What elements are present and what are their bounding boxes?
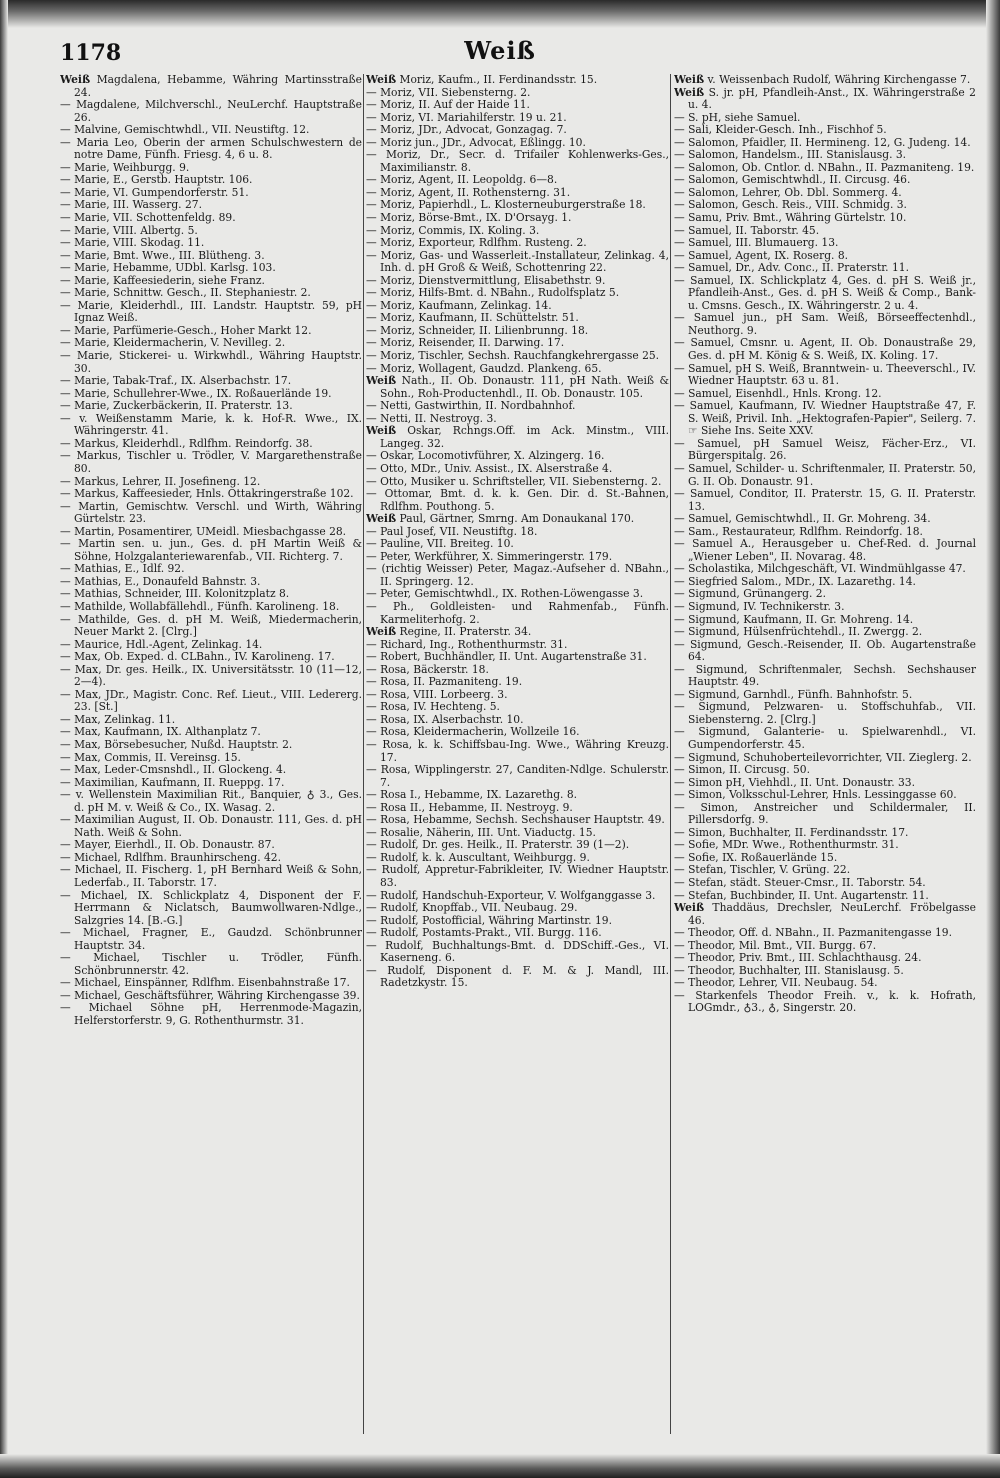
directory-entry: — Salomon, Lehrer, Ob. Dbl. Sommerg. 4. xyxy=(674,185,902,199)
directory-entry: Weiß Paul, Gärtner, Smrng. Am Donaukanal 170. xyxy=(366,512,635,526)
directory-entry: — Theodor, Off. d. NBahn., II. Pazmanitengasse 19. xyxy=(674,926,952,940)
directory-entry: — Richard, Ing., Rothenthurmstr. 31. xyxy=(366,637,568,651)
directory-entry: — Moriz, Schneider, II. Lilienbrunng. 18. xyxy=(366,323,589,337)
directory-entry: — Marie, Weihburgg. 9. xyxy=(60,160,190,174)
directory-entry: — Maximilian, Kaufmann, II. Rueppg. 17. xyxy=(60,775,285,789)
directory-entry: — Rudolf, Dr. ges. Heilk., II. Praterstr. 39 (1—2). xyxy=(366,838,630,852)
column-divider xyxy=(670,74,671,1434)
directory-entry: — Ph., Goldleisten- und Rahmenfab., Fünfh. Karmeliterhofg. 2. xyxy=(366,599,669,626)
surname-heading: Weiß xyxy=(366,374,397,388)
directory-entry: — Max, Kaufmann, IX. Althanplatz 7. xyxy=(60,725,261,739)
running-head: Weiß xyxy=(464,36,536,65)
directory-entry: — Samuel, pH Samuel Weisz, Fächer-Erz., VI. Bürgerspitalg. 26. xyxy=(674,436,976,463)
directory-entry: — Salomon, Handelsm., III. Stanislausg. 3. xyxy=(674,148,907,162)
directory-entry: — Michael, Geschäftsführer, Währing Kirchengasse 39. xyxy=(60,988,360,1002)
directory-entry: — Rosa, k. k. Schiffsbau-Ing. Wwe., Währing Kreuzg. 17. xyxy=(366,737,669,764)
directory-entry: — Ottomar, Bmt. d. k. k. Gen. Dir. d. St.-Bahnen, Rdlfhm. Pouthong. 5. xyxy=(366,487,669,513)
directory-entry: — Sali, Kleider-Gesch. Inh., Fischhof 5. xyxy=(674,123,887,137)
directory-entry: — Maximilian August, II. Ob. Donaustr. 111, Ges. d. pH Nath. Weiß & Sohn. xyxy=(60,813,362,839)
directory-entry: — Sofie, IX. Roßauerlände 15. xyxy=(674,850,838,864)
directory-entry: — Moriz, Commis, IX. Koling. 3. xyxy=(366,223,540,237)
directory-entry: — Marie, Kleidermacherin, V. Nevilleg. 2. xyxy=(60,336,286,350)
directory-entry: — Sigmund, Grünangerg. 2. xyxy=(674,587,826,601)
directory-entry: — Sigmund, IV. Technikerstr. 3. xyxy=(674,599,845,613)
directory-entry: — Samuel, Agent, IX. Roserg. 8. xyxy=(674,248,849,262)
directory-entry: — Mathias, E., Donaufeld Bahnstr. 3. xyxy=(60,574,261,588)
directory-entry: — Malvine, Gemischtwhdl., VII. Neustiftg. 12. xyxy=(60,123,310,137)
directory-entry: — Mathias, Schneider, III. Kolonitzplatz 8. xyxy=(60,587,290,601)
directory-entry: — Moriz, Tischler, Sechsh. Rauchfangkehrergasse 25. xyxy=(366,349,660,363)
surname-heading: Weiß xyxy=(60,74,91,86)
directory-entry: — Rudolf, Appretur-Fabrikleiter, IV. Wiedner Hauptstr. 83. xyxy=(366,863,669,889)
directory-entry: — Maria Leo, Oberin der armen Schulschwestern de notre Dame, Fünfh. Friesg. 4, 6 u. 8. xyxy=(60,135,362,162)
directory-entry: — Simon, II. Circusg. 50. xyxy=(674,763,810,777)
directory-entry: — Michael, Tischler u. Trödler, Fünfh. Schönbrunnerstr. 42. xyxy=(60,951,362,977)
directory-entry: — Moriz, Reisender, II. Darwing. 17. xyxy=(366,336,565,350)
directory-entry: — Marie, Schullehrer-Wwe., IX. Roßauerlände 19. xyxy=(60,386,332,400)
directory-entry: — Samuel, Cmsnr. u. Agent, II. Ob. Donaustraße 29, Ges. d. pH M. König & S. Weiß, IX. Koling. 17. xyxy=(674,336,976,363)
directory-entry: — Sigmund, Galanterie- u. Spielwarenhdl., VI. Gumpendorferstr. 45. xyxy=(674,725,976,751)
directory-entry: — Moriz, Agent, II. Leopoldg. 6—8. xyxy=(366,173,558,187)
directory-entry: — Samuel, Kaufmann, IV. Wiedner Hauptstraße 47, F. S. Weiß, Privil. Inh. „Hektografen-Papier", Seilerg. 7. ☞ Siehe Ins. Seite XXV. xyxy=(674,399,976,438)
directory-entry: — Markus, Kaffeesieder, Hnls. Ottakringerstraße 102. xyxy=(60,487,354,501)
directory-entry: Weiß Thaddäus, Drechsler, NeuLerchf. Fröbelgasse 46. xyxy=(674,901,976,927)
directory-entry: — Simon, Buchhalter, II. Ferdinandsstr. 17. xyxy=(674,825,909,839)
directory-entry: — Max, Leder-Cmsnshdl., II. Glockeng. 4. xyxy=(60,763,287,777)
directory-entry: — Rosa, IV. Hechteng. 5. xyxy=(366,700,500,714)
directory-entry: — Rosa, VIII. Lorbeerg. 3. xyxy=(366,687,508,701)
surname-heading: Weiß xyxy=(674,901,705,915)
directory-entry: — Oskar, Locomotivführer, X. Alzingerg. 16. xyxy=(366,449,605,463)
directory-entry: — Samuel, Conditor, II. Praterstr. 15, G. II. Praterstr. 13. xyxy=(674,487,976,513)
directory-entry: — Rudolf, Handschuh-Exporteur, V. Wolfganggasse 3. xyxy=(366,888,656,902)
directory-entry: — Martin, Posamentirer, UMeidl. Miesbachgasse 28. xyxy=(60,524,347,538)
surname-heading: Weiß xyxy=(366,424,397,438)
directory-entry: — Otto, MDr., Univ. Assist., IX. Alserstraße 4. xyxy=(366,461,613,475)
directory-entry: — Scholastika, Milchgeschäft, VI. Windmühlgasse 47. xyxy=(674,562,966,576)
directory-entry: — v. Weißenstamm Marie, k. k. Hof-R. Wwe., IX. Währingerstr. 41. xyxy=(60,411,362,438)
directory-entry: — Samu, Priv. Bmt., Währing Gürtelstr. 10. xyxy=(674,211,907,225)
directory-entry: — Rudolf, Knopffab., VII. Neubaug. 29. xyxy=(366,901,578,915)
directory-entry: — Moriz, Dienstvermittlung, Elisabethstr. 9. xyxy=(366,273,606,287)
directory-entry: — Mayer, Eierhdl., II. Ob. Donaustr. 87. xyxy=(60,838,275,852)
directory-entry: — Markus, Kleiderhdl., Rdlfhm. Reindorfg. 38. xyxy=(60,436,313,450)
directory-entry: — Mathias, E., Idlf. 92. xyxy=(60,562,185,576)
directory-entry: — Moriz, Wollagent, Gaudzd. Plankeng. 65. xyxy=(366,361,602,375)
directory-entry: — Samuel jun., pH Sam. Weiß, Börseeffectenhdl., Neuthorg. 9. xyxy=(674,311,976,337)
directory-entry: — Rosa I., Hebamme, IX. Lazarethg. 8. xyxy=(366,788,578,802)
page-edge-shadow-top xyxy=(0,0,1000,28)
directory-entry: — Samuel, III. Blumauerg. 13. xyxy=(674,236,839,250)
directory-entry: — Sigmund, Schriftenmaler, Sechsh. Sechshauser Hauptstr. 49. xyxy=(674,662,976,689)
directory-entry: — Rosa II., Hebamme, II. Nestroyg. 9. xyxy=(366,800,573,814)
directory-entry: — Marie, Bmt. Wwe., III. Blütheng. 3. xyxy=(60,248,265,262)
directory-entry: — Salomon, Gesch. Reis., VIII. Schmidg. 3. xyxy=(674,198,907,212)
directory-entry: — Marie, VIII. Skodag. 11. xyxy=(60,236,205,250)
directory-entry: — Moriz, II. Auf der Haide 11. xyxy=(366,98,530,112)
directory-entry: — Marie, Kaffeesiederin, siehe Franz. xyxy=(60,273,265,287)
directory-entry: — Sigmund, Hülsenfrüchtehdl., II. Zwergg. 2. xyxy=(674,625,923,639)
directory-entry: — Rosa, Wipplingerstr. 27, Canditen-Ndlge. Schulerstr. 7. xyxy=(366,763,669,789)
directory-entry: — Samuel, Eisenhdl., Hnls. Krong. 12. xyxy=(674,386,882,400)
page-edge-shadow-bottom xyxy=(0,1454,1000,1478)
page-edge-shadow-right xyxy=(986,0,1000,1478)
directory-entry: — Max, Dr. ges. Heilk., IX. Universitätsstr. 10 (11—12, 2—4). xyxy=(60,662,362,689)
directory-entry: — Samuel, Gemischtwhdl., II. Gr. Mohreng. 34. xyxy=(674,512,931,526)
directory-entry: — Marie, VI. Gumpendorferstr. 51. xyxy=(60,185,249,199)
directory-entry: Weiß Nath., II. Ob. Donaustr. 111, pH Nath. Weiß & Sohn., Roh-Productenhdl., II. Ob. Donaustr. 105. xyxy=(366,374,669,400)
directory-entry: — Max, Ob. Exped. d. CLBahn., IV. Karolineng. 17. xyxy=(60,650,335,664)
directory-entry: — Simon, Volksschul-Lehrer, Hnls. Lessinggasse 60. xyxy=(674,788,957,802)
directory-entry: — Siegfried Salom., MDr., IX. Lazarethg. 14. xyxy=(674,574,916,588)
directory-entry: — Sofie, MDr. Wwe., Rothenthurmstr. 31. xyxy=(674,838,899,852)
directory-entry: — Theodor, Buchhalter, III. Stanislausg. 5. xyxy=(674,963,904,977)
directory-entry: — Rudolf, Buchhaltungs-Bmt. d. DDSchiff.-Ges., VI. Kaserneng. 6. xyxy=(366,938,669,965)
page-number: 1178 xyxy=(60,40,122,66)
directory-entry: — Markus, Lehrer, II. Josefineng. 12. xyxy=(60,474,261,488)
column-divider xyxy=(363,74,364,1434)
directory-entry: — Samuel, IX. Schlickplatz 4, Ges. d. pH S. Weiß jr., Pfandleih-Anst., Ges. d. pH S. Weiß & Comp., Bank- u. Cmsns. Gesch., IX. Währingerstr. 2 u. 4. xyxy=(674,273,976,312)
directory-entry: — Stefan, Tischler, V. Grüng. 22. xyxy=(674,863,851,877)
directory-column-3 xyxy=(674,74,976,1446)
directory-entry: — Moriz jun., JDr., Advocat, Eßlingg. 10. xyxy=(366,135,586,149)
directory-entry: — Marie, VII. Schottenfeldg. 89. xyxy=(60,211,236,225)
directory-entry: Weiß Magdalena, Hebamme, Währing Martinsstraße 24. xyxy=(60,74,362,99)
directory-entry: — Moriz, JDr., Advocat, Gonzagag. 7. xyxy=(366,123,567,137)
directory-entry: — Rudolf, k. k. Auscultant, Weihburgg. 9. xyxy=(366,850,590,864)
directory-entry: Weiß Moriz, Kaufm., II. Ferdinandsstr. 15. xyxy=(366,74,598,86)
directory-entry: — Starkenfels Theodor Freih. v., k. k. Hofrath, LOGmdr., ♁3., ♁, Singerstr. 20. xyxy=(674,988,976,1015)
directory-entry: — Moriz, Kaufmann, Zelinkag. 14. xyxy=(366,298,552,312)
surname-heading: Weiß xyxy=(674,85,705,99)
directory-entry: — Peter, Werkführer, X. Simmeringerstr. 179. xyxy=(366,549,613,563)
directory-entry: — Sigmund, Kaufmann, II. Gr. Mohreng. 14. xyxy=(674,612,914,626)
directory-entry: — Netti, II. Nestroyg. 3. xyxy=(366,411,497,425)
directory-entry: — Rosalie, Näherin, III. Unt. Viaductg. 15. xyxy=(366,825,596,839)
directory-entry: — Salomon, Ob. Cntlor. d. NBahn., II. Pazmaniteng. 19. xyxy=(674,160,975,174)
directory-entry: — Marie, Stickerei- u. Wirkwhdl., Währing Hauptstr. 30. xyxy=(60,349,362,375)
directory-entry: — Rosa, Hebamme, Sechsh. Sechshauser Hauptstr. 49. xyxy=(366,813,665,827)
directory-entry: — Robert, Buchhändler, II. Unt. Augartenstraße 31. xyxy=(366,650,647,664)
surname-heading: Weiß xyxy=(366,74,397,86)
directory-entry: — Marie, Kleiderhdl., III. Landstr. Hauptstr. 59, pH Ignaz Weiß. xyxy=(60,298,362,325)
directory-entry: — Sigmund, Garnhdl., Fünfh. Bahnhofstr. 5. xyxy=(674,687,913,701)
directory-entry: — Sam., Restaurateur, Rdlfhm. Reindorfg. 18. xyxy=(674,524,923,538)
directory-entry: — Martin sen. u. jun., Ges. d. pH Martin Weiß & Söhne, Holzgalanteriewarenfab., VII. Richterg. 7. xyxy=(60,537,362,563)
directory-entry: — Max, JDr., Magistr. Conc. Ref. Lieut., VIII. Ledererg. 23. [St.] xyxy=(60,687,362,714)
directory-entry: — Max, Börsebesucher, Nußd. Hauptstr. 2. xyxy=(60,737,293,751)
directory-entry: — v. Wellenstein Maximilian Rit., Banquier, ♁ 3., Ges. d. pH M. v. Weiß & Co., IX. Wasag. 2. xyxy=(60,788,362,814)
directory-entry: — Michael, Rdlfhm. Braunhirscheng. 42. xyxy=(60,850,282,864)
directory-entry: — Rosa, Bäckerstr. 18. xyxy=(366,662,489,676)
directory-entry: — Max, Commis, II. Vereinsg. 15. xyxy=(60,750,241,764)
directory-entry: — Moriz, Dr., Secr. d. Trifailer Kohlenwerks-Ges., Maximilianstr. 8. xyxy=(366,148,669,174)
directory-entry: — Moriz, Gas- und Wasserleit.-Installateur, Zelinkag. 4, Inh. d. pH Groß & Weiß, Schottenring 22. xyxy=(366,248,669,275)
directory-entry: — Marie, Schnittw. Gesch., II. Stephaniestr. 2. xyxy=(60,286,311,300)
directory-entry: — Simon pH, Viehhdl., II. Unt. Donaustr. 33. xyxy=(674,775,915,789)
directory-entry: — Marie, III. Wasserg. 27. xyxy=(60,198,202,212)
directory-entry: — Paul Josef, VII. Neustiftg. 18. xyxy=(366,524,538,538)
directory-entry: — Rudolf, Postofficial, Währing Martinstr. 19. xyxy=(366,913,612,927)
directory-entry: — Rosa, Kleidermacherin, Wollzeile 16. xyxy=(366,725,580,739)
directory-entry: — Otto, Musiker u. Schriftsteller, VII. Siebensterng. 2. xyxy=(366,474,662,488)
directory-entry: — Salomon, Gemischtwhdl., II. Circusg. 46. xyxy=(674,173,911,187)
directory-entry: — Michael Söhne pH, Herrenmode-Magazin, Helferstorferstr. 9, G. Rothenthurmstr. 31. xyxy=(60,1001,362,1028)
directory-entry: — Sigmund, Schuhoberteilevorrichter, VII. Zieglerg. 2. xyxy=(674,750,972,764)
surname-heading: Weiß xyxy=(674,74,705,86)
directory-entry: — Moriz, Papierhdl., L. Klosterneuburgerstraße 18. xyxy=(366,198,646,212)
directory-entry: Weiß Regine, II. Praterstr. 34. xyxy=(366,625,532,639)
directory-entry: — Moriz, VI. Mariahilferstr. 19 u. 21. xyxy=(366,110,567,124)
directory-entry: — Michael, IX. Schlickplatz 4, Disponent der F. Herrmann & Niclatsch, Baumwollwaren-Ndlge., Salzgries 14. [B.-G.] xyxy=(60,888,362,927)
directory-entry: — Rosa, II. Pazmaniteng. 19. xyxy=(366,675,523,689)
directory-entry: — Stefan, Buchbinder, II. Unt. Augartenstr. 11. xyxy=(674,888,929,902)
directory-column-1 xyxy=(60,74,362,1446)
page-edge-shadow-left xyxy=(0,0,8,1478)
directory-entry: — Theodor, Lehrer, VII. Neubaug. 54. xyxy=(674,976,878,990)
directory-entry: — Pauline, VII. Breiteg. 10. xyxy=(366,537,514,551)
directory-entry: — Stefan, städt. Steuer-Cmsr., II. Taborstr. 54. xyxy=(674,876,926,889)
directory-entry: — Rudolf, Postamts-Prakt., VII. Burgg. 116. xyxy=(366,926,602,940)
directory-entry: — Rosa, IX. Alserbachstr. 10. xyxy=(366,712,524,726)
directory-entry: — (richtig Weisser) Peter, Magaz.-Aufseher d. NBahn., II. Springerg. 12. xyxy=(366,562,669,588)
directory-entry: — Moriz, Kaufmann, II. Schüttelstr. 51. xyxy=(366,311,579,325)
directory-entry: — Marie, Hebamme, UDbl. Karlsg. 103. xyxy=(60,261,276,275)
directory-entry: — Max, Zelinkag. 11. xyxy=(60,712,176,726)
directory-column-2 xyxy=(366,74,669,1446)
directory-entry: — Markus, Tischler u. Trödler, V. Margarethenstraße 80. xyxy=(60,449,362,475)
directory-entry: — Michael, Fragner, E., Gaudzd. Schönbrunner Hauptstr. 34. xyxy=(60,926,362,952)
directory-entry: — Marie, E., Gerstb. Hauptstr. 106. xyxy=(60,173,253,187)
directory-entry: Weiß Oskar, Rchngs.Off. im Ack. Minstm., VIII. Langeg. 32. xyxy=(366,424,669,450)
directory-entry: — Mathilde, Wollabfällehdl., Fünfh. Karolineng. 18. xyxy=(60,599,340,613)
directory-entry: — Sigmund, Pelzwaren- u. Stoffschuhfab., VII. Siebensterng. 2. [Clrg.] xyxy=(674,700,976,726)
directory-entry: — Michael, Einspänner, Rdlfhm. Eisenbahnstraße 17. xyxy=(60,976,350,990)
directory-entry: Weiß v. Weissenbach Rudolf, Währing Kirchengasse 7. xyxy=(674,74,971,86)
directory-entry: — S. pH, siehe Samuel. xyxy=(674,110,801,124)
directory-entry: — Samuel, Dr., Adv. Conc., II. Praterstr. 11. xyxy=(674,261,909,275)
directory-entry: — Magdalene, Milchverschl., NeuLerchf. Hauptstraße 26. xyxy=(60,98,362,124)
surname-heading: Weiß xyxy=(366,625,397,639)
directory-entry: Weiß S. jr. pH, Pfandleih-Anst., IX. Währingerstraße 2 u. 4. xyxy=(674,85,976,112)
directory-entry: — Moriz, Agent, II. Rothensterng. 31. xyxy=(366,185,571,199)
directory-entry: — Salomon, Pfaidler, II. Hermineng. 12, G. Judeng. 14. xyxy=(674,135,971,149)
directory-entry: — Rudolf, Disponent d. F. M. & J. Mandl, III. Radetzkystr. 15. xyxy=(366,963,669,990)
directory-entry: — Maurice, Hdl.-Agent, Zelinkag. 14. xyxy=(60,637,263,651)
directory-entry: — Samuel, Schilder- u. Schriftenmaler, II. Praterstr. 50, G. II. Ob. Donaustr. 91. xyxy=(674,461,976,488)
directory-entry: — Simon, Anstreicher und Schildermaler, II. Pillersdorfg. 9. xyxy=(674,800,976,827)
directory-entry: — Moriz, Exporteur, Rdlfhm. Rusteng. 2. xyxy=(366,236,587,250)
directory-entry: — Marie, Tabak-Traf., IX. Alserbachstr. 17. xyxy=(60,374,292,388)
directory-entry: — Mathilde, Ges. d. pH M. Weiß, Miedermacherin, Neuer Markt 2. [Clrg.] xyxy=(60,612,362,639)
directory-entry: — Moriz, Hilfs-Bmt. d. NBahn., Rudolfsplatz 5. xyxy=(366,286,620,300)
directory-entry: — Sigmund, Gesch.-Reisender, II. Ob. Augartenstraße 64. xyxy=(674,637,976,664)
directory-entry: — Theodor, Mil. Bmt., VII. Burgg. 67. xyxy=(674,938,877,952)
directory-entry: — Marie, Zuckerbäckerin, II. Praterstr. 13. xyxy=(60,399,293,413)
surname-heading: Weiß xyxy=(366,512,397,526)
directory-entry: — Netti, Gastwirthin, II. Nordbahnhof. xyxy=(366,399,576,413)
directory-entry: — Samuel, II. Taborstr. 45. xyxy=(674,223,820,237)
directory-entry: — Michael, II. Fischerg. 1, pH Bernhard Weiß & Sohn, Lederfab., II. Taborstr. 17. xyxy=(60,863,362,889)
directory-entry: — Peter, Gemischtwhdl., IX. Rothen-Löwengasse 3. xyxy=(366,587,644,601)
directory-entry: — Marie, Parfümerie-Gesch., Hoher Markt 12. xyxy=(60,323,312,337)
directory-entry: — Moriz, Börse-Bmt., IX. D'Orsayg. 1. xyxy=(366,211,572,225)
directory-entry: — Martin, Gemischtw. Verschl. und Wirth, Währing Gürtelstr. 23. xyxy=(60,499,362,526)
directory-entry: — Samuel A., Herausgeber u. Chef-Red. d. Journal „Wiener Leben", II. Novarag. 48. xyxy=(674,537,976,563)
directory-entry: — Marie, VIII. Albertg. 5. xyxy=(60,223,198,237)
directory-entry: — Moriz, VII. Siebensterng. 2. xyxy=(366,85,531,99)
directory-entry: — Theodor, Priv. Bmt., III. Schlachthausg. 24. xyxy=(674,951,922,965)
directory-entry: — Samuel, pH S. Weiß, Branntwein- u. Theeverschl., IV. Wiedner Hauptstr. 63 u. 81. xyxy=(674,361,976,388)
